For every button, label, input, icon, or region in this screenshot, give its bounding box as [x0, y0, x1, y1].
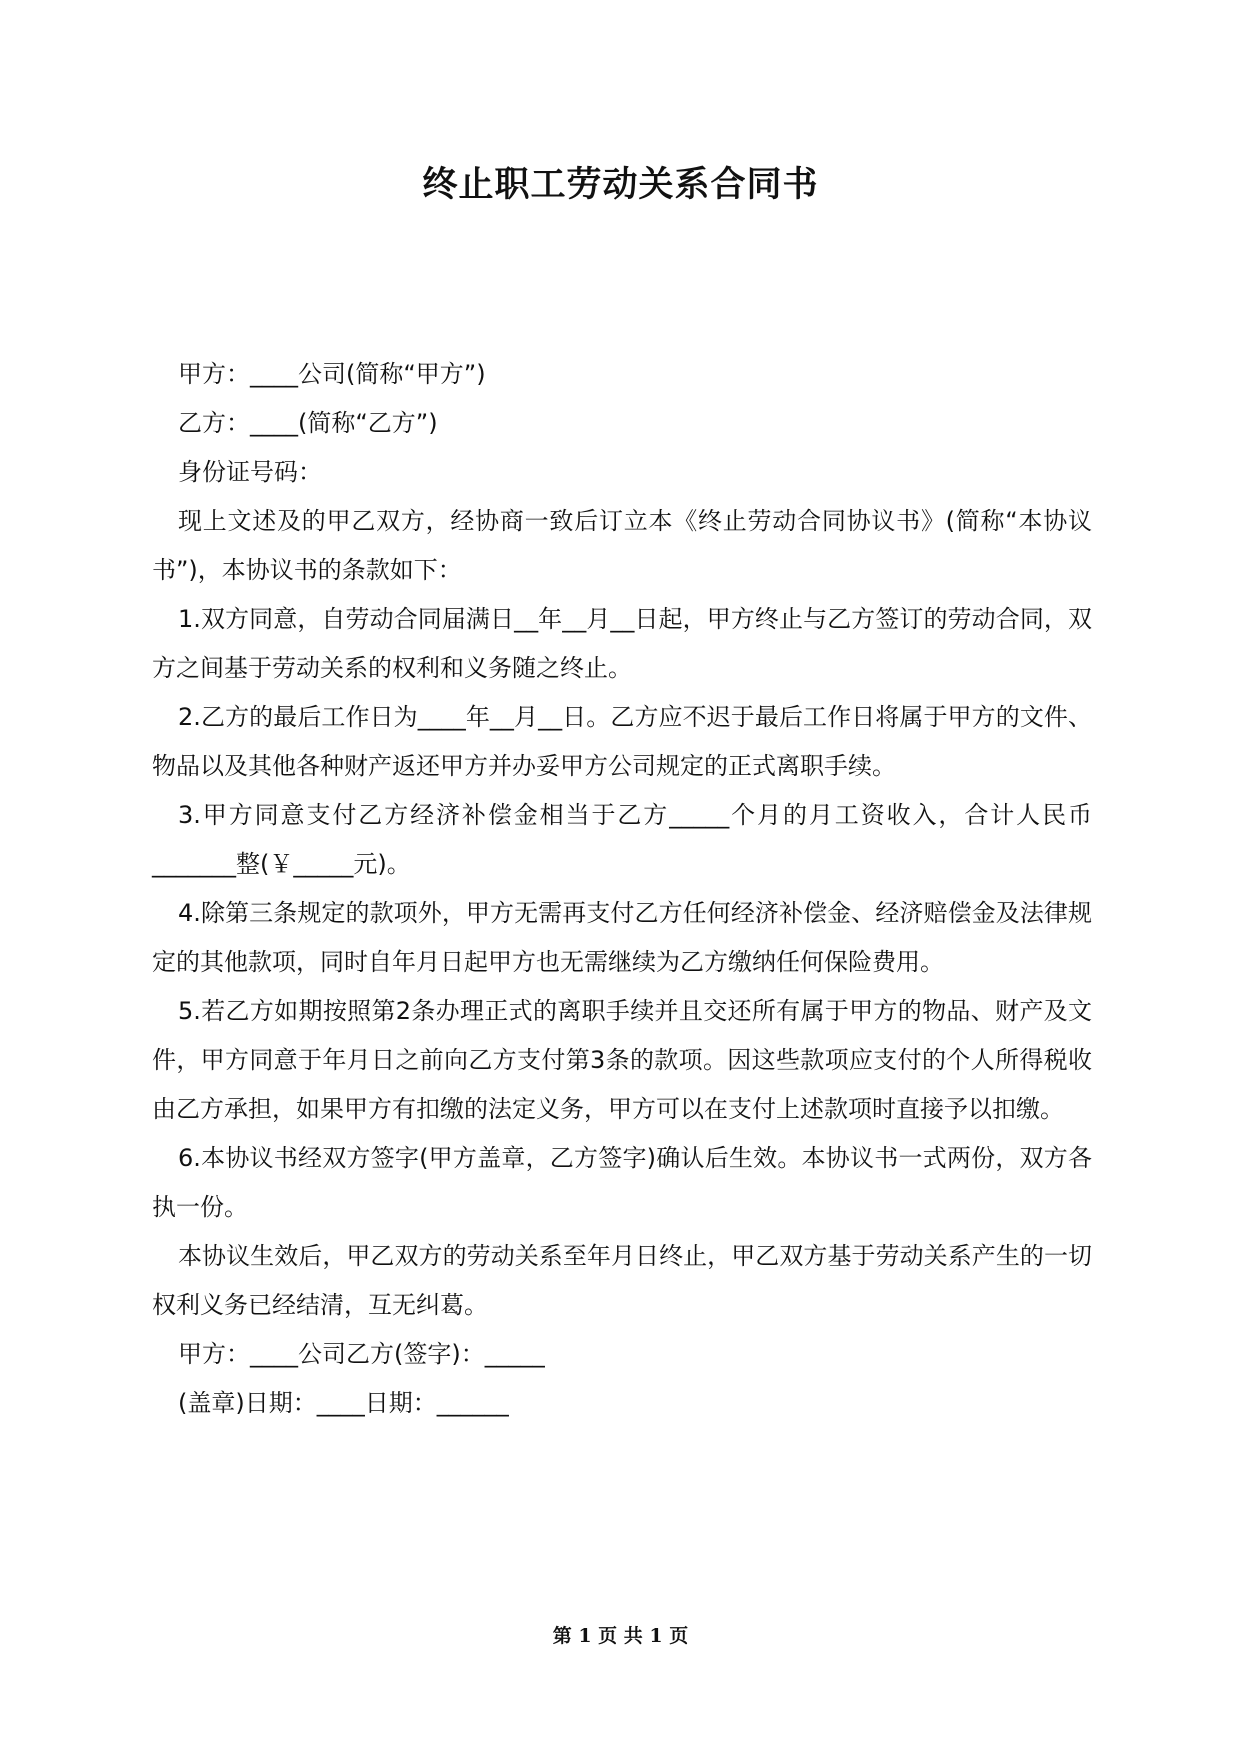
- seal-date-line: (盖章)日期：____日期：______: [178, 1389, 509, 1417]
- clause-2: 2.乙方的最后工作日为____年__月__日。乙方应不迟于最后工作日将属于甲方的文件、物品以及其他各种财产返还甲方并办妥甲方公司规定的正式离职手续。: [152, 703, 1092, 780]
- effect-paragraph: 本协议生效后，甲乙双方的劳动关系至年月日终止，甲乙双方基于劳动关系产生的一切权利义务已经结清，互无纠葛。: [152, 1242, 1092, 1319]
- clause-1: 1.双方同意，自劳动合同届满日__年__月__日起，甲方终止与乙方签订的劳动合同，双方之间基于劳动关系的权利和义务随之终止。: [152, 605, 1092, 682]
- id-number-line: 身份证号码：: [178, 458, 322, 486]
- clause-5: 5.若乙方如期按照第2条办理正式的离职手续并且交还所有属于甲方的物品、财产及文件，甲方同意于年月日之前向乙方支付第3条的款项。因这些款项应支付的个人所得税收由乙方承担，如果甲方有扣缴的法定义务，甲方可以在支付上述款项时直接予以扣缴。: [152, 997, 1092, 1123]
- document-body: [152, 350, 1092, 1428]
- clause-4: 4.除第三条规定的款项外，甲方无需再支付乙方任何经济补偿金、经济赔偿金及法律规定的其他款项，同时自年月日起甲方也无需继续为乙方缴纳任何保险费用。: [152, 899, 1092, 976]
- signature-line: 甲方：____公司乙方(签字)：_____: [178, 1340, 545, 1368]
- clause-6: 6.本协议书经双方签字(甲方盖章，乙方签字)确认后生效。本协议书一式两份，双方各执一份。: [152, 1144, 1092, 1221]
- party-b-line: 乙方：____(简称“乙方”): [178, 409, 438, 437]
- document-title: 终止职工劳动关系合同书: [422, 165, 819, 205]
- preamble-paragraph: 现上文述及的甲乙双方，经协商一致后订立本《终止劳动合同协议书》(简称“本协议书”)，本协议书的条款如下：: [152, 507, 1092, 584]
- clause-3: 3.甲方同意支付乙方经济补偿金相当于乙方_____个月的月工资收入，合计人民币_______整(￥_____元)。: [152, 801, 1092, 878]
- page-number-footer: 第 1 页 共 1 页: [552, 1625, 689, 1647]
- party-a-line: 甲方：____公司(简称“甲方”): [178, 360, 486, 388]
